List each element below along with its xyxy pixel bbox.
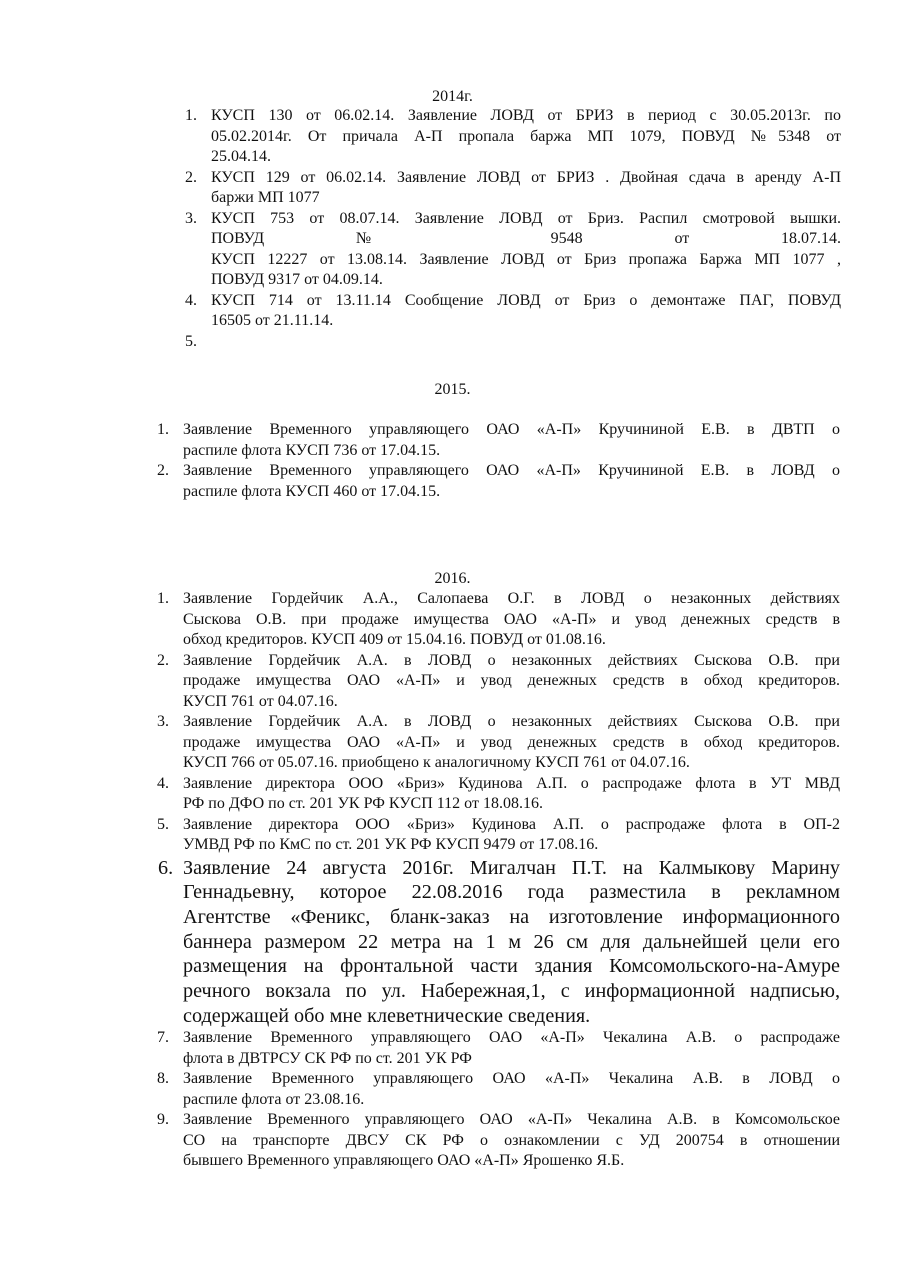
- item-line: Заявление Гордейчик А.А. в ЛОВД о незаконных действиях Сыскова О.В. при: [183, 713, 840, 730]
- item-number: 3.: [157, 713, 169, 730]
- item-number: 9.: [157, 1111, 169, 1129]
- item-number: 1.: [157, 590, 169, 607]
- item-number: 7.: [157, 1029, 169, 1047]
- list-item: [185, 332, 841, 353]
- list-item: [158, 856, 840, 1029]
- item-line: 25.04.14.: [211, 148, 271, 165]
- item-line: речного вокзала по ул. Набережная,1, с информационной надписью,: [183, 980, 840, 1003]
- item-number: 4.: [185, 291, 197, 309]
- item-line: распиле флота КУСП 460 от 17.04.15.: [183, 482, 441, 500]
- item-line: Заявление директора ООО «Бриз» Кудинова А.П. о распродаже флота в УТ МВД: [183, 774, 840, 792]
- item-line: КУСП 753 от 08.07.14. Заявление ЛОВД от Бриз. Распил смотровой вышки.: [211, 209, 841, 227]
- list-item: [157, 651, 840, 713]
- item-line: продаже имущества ОАО «А-П» и увод денежных средств в обход кредиторов.: [183, 733, 840, 751]
- item-number: 1.: [185, 107, 197, 124]
- item-number: 3.: [185, 209, 197, 227]
- item-number: 8.: [157, 1070, 169, 1088]
- item-line: ПОВУД 9317 от 04.09.14.: [211, 271, 383, 288]
- list-2014: [185, 106, 841, 353]
- list-item: [185, 168, 841, 209]
- item-number: 2.: [157, 651, 169, 669]
- item-line: УМВД РФ по КмС по ст. 201 УК РФ КУСП 9479 от 17.08.16.: [183, 836, 599, 853]
- item-line: СО на транспорте ДВСУ СК РФ о ознакомлении с УД 200754 в отношении: [183, 1131, 840, 1149]
- item-line: КУСП 714 от 13.11.14 Сообщение ЛОВД от Бриз о демонтаже ПАГ, ПОВУД: [211, 291, 841, 309]
- list-item: [157, 774, 840, 815]
- item-line: 16505 от 21.11.14.: [211, 312, 334, 329]
- item-line: размещения на фронтальной части здания Комсомольского-на-Амуре: [183, 955, 840, 978]
- list-item: [157, 1110, 840, 1172]
- item-line: баннера размером 22 метра на 1 м 26 см для дальнейшей цели его: [183, 930, 840, 953]
- item-number: 2.: [185, 168, 197, 186]
- item-line: баржи МП 1077: [211, 189, 320, 206]
- item-line: бывшего Временного управляющего ОАО «А-П» Ярошенко Я.Б.: [183, 1152, 625, 1170]
- item-line: содержащей обо мне клеветнические сведения.: [183, 1004, 591, 1027]
- list-item: [157, 420, 840, 461]
- item-line: Заявление Временного управляющего ОАО «А-П» Чекалина А.В. о распродаже: [183, 1029, 840, 1047]
- item-line: Сыскова О.В. при продаже имущества ОАО «А-П» и увод денежных средств в: [183, 610, 840, 628]
- list-item: [157, 461, 840, 502]
- list-item: [185, 209, 841, 291]
- list-item: [157, 815, 840, 856]
- section-heading-2014: 2014г.: [432, 88, 473, 105]
- item-line: КУСП 766 от 05.07.16. приобщено к аналогичному КУСП 761 от 04.07.16.: [183, 754, 690, 771]
- item-line: флота в ДВТРСУ СК РФ по ст. 201 УК РФ: [183, 1049, 472, 1067]
- item-line: Заявление директора ООО «Бриз» Кудинова А.П. о распродаже флота в ОП-2: [183, 815, 840, 833]
- item-line: Геннадьевну, которое 22.08.2016 года разместила в рекламном: [183, 881, 840, 904]
- item-number: 5.: [157, 815, 169, 833]
- list-2016: [157, 589, 840, 1172]
- item-number: 2.: [157, 462, 169, 479]
- item-number: 1.: [157, 421, 169, 438]
- list-item: [157, 1028, 840, 1069]
- item-line: Заявление Временного управляющего ОАО «А-П» Кручининой Е.В. в ЛОВД о: [183, 462, 840, 479]
- item-line: КУСП 129 от 06.02.14. Заявление ЛОВД от БРИЗ . Двойная сдача в аренду А-П: [211, 168, 841, 186]
- item-line: Заявление Временного управляющего ОАО «А-П» Чекалина А.В. в ЛОВД о: [183, 1070, 840, 1088]
- item-line: КУСП 761 от 04.07.16.: [183, 692, 338, 710]
- item-line: Агентстве «Феникс, бланк-заказ на изготовление информационного: [183, 905, 840, 928]
- list-item: [185, 291, 841, 332]
- list-item: [157, 712, 840, 774]
- item-line: распиле флота от 23.08.16.: [183, 1090, 365, 1108]
- item-line: распиле флота КУСП 736 от 17.04.15.: [183, 441, 441, 459]
- item-line: Заявление Гордейчик А.А., Салопаева О.Г. в ЛОВД о незаконных действиях: [183, 590, 840, 607]
- item-number: 5.: [185, 332, 197, 350]
- item-line: КУСП 130 от 06.02.14. Заявление ЛОВД от БРИЗ в период с 30.05.2013г. по: [211, 107, 841, 124]
- item-line: ПОВУД № 9548 от 18.07.14.: [211, 230, 841, 247]
- item-line: КУСП 12227 от 13.08.14. Заявление ЛОВД от Бриз пропажа Баржа МП 1077 ,: [211, 250, 841, 268]
- item-line: Заявление Временного управляющего ОАО «А-П» Кручининой Е.В. в ДВТП о: [183, 421, 840, 438]
- list-item: [157, 589, 840, 651]
- section-heading-2016: 2016.: [434, 570, 471, 587]
- item-line: РФ по ДФО по ст. 201 УК РФ КУСП 112 от 18.08.16.: [183, 795, 543, 812]
- item-number: 6.: [158, 856, 174, 879]
- item-line: 05.02.2014г. От причала А-П пропала баржа МП 1079, ПОВУД №5348 от: [211, 127, 841, 145]
- list-item: [157, 1069, 840, 1110]
- item-line: обход кредиторов. КУСП 409 от 15.04.16. ПОВУД от 01.08.16.: [183, 631, 606, 648]
- item-line: Заявление Временного управляющего ОАО «А-П» Чекалина А.В. в Комсомольское: [183, 1111, 840, 1129]
- item-line: продаже имущества ОАО «А-П» и увод денежных средств в обход кредиторов.: [183, 672, 840, 689]
- list-2015: [157, 420, 840, 502]
- item-line: Заявление Гордейчик А.А. в ЛОВД о незаконных действиях Сыскова О.В. при: [183, 651, 840, 669]
- item-number: 4.: [157, 774, 169, 792]
- list-item: [185, 106, 841, 168]
- section-heading-2015: 2015.: [434, 381, 471, 398]
- item-line: Заявление 24 августа 2016г. Мигалчан П.Т. на Калмыкову Марину: [183, 856, 840, 879]
